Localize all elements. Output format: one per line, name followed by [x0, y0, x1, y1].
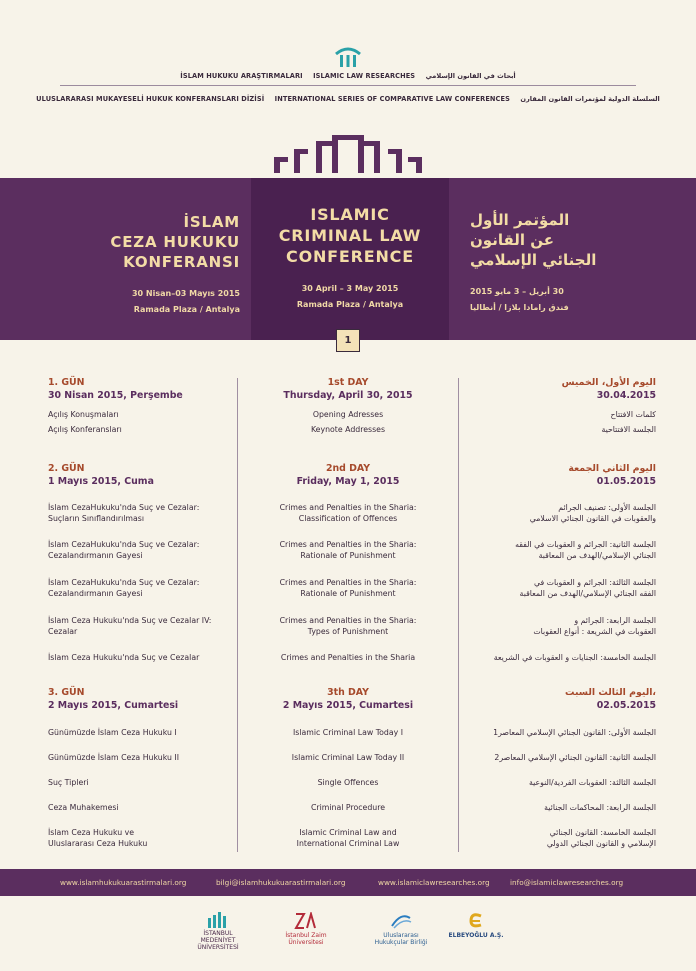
schedule-center — [245, 376, 451, 856]
series-line — [0, 95, 696, 103]
center-d2-h1: 2nd DAY — [325, 463, 371, 474]
band-center-col — [251, 204, 449, 313]
center-d2-item-2: Crimes and Penalties in the Sharia: Rationale of Punishment — [279, 540, 417, 560]
link-email-tr[interactable]: bilgi@islamhukukuarastirmalari.org — [216, 878, 346, 887]
right-d2-item-3: الجلسة الثالثة: الجرائم و العقوبات في الفقه الجنائي الإسلامي/الهدف من المعاقبة — [519, 578, 656, 598]
right-d3-h2: 02.05.2015 — [596, 700, 656, 711]
left-d3-item-1: Günümüzde İslam Ceza Hukuku I — [48, 728, 177, 737]
band-center-t3: CONFERENCE — [286, 247, 414, 266]
center-d1-item: Keynote Addresses — [310, 425, 386, 434]
band-left-t1: İSLAM — [183, 213, 240, 231]
center-d3-h1: 3th DAY — [327, 687, 369, 698]
sponsor-elbeyoglu: ELBEYOĞLU A.Ş. — [448, 912, 504, 939]
left-d3-item-3: Suç Tipleri — [48, 778, 89, 787]
left-d2-item-3: İslam CezaHukuku'nda Suç ve Cezalar: Cezalandırmanın Gayesi — [48, 578, 200, 598]
left-d3-item-4: Ceza Muhakemesi — [48, 803, 119, 812]
series-tr: ULUSLARARASI MUKAYESELİ HUKUK KONFERANSLARI DİZİSİ — [36, 95, 265, 103]
right-d1-item: الجلسة الافتتاحية — [601, 425, 656, 434]
band-right — [470, 210, 640, 316]
brand-line — [0, 72, 696, 80]
band-right-date: 30 أبريل – 3 مايو 2015 — [470, 287, 564, 296]
left-d1-h1: 1. GÜN — [48, 377, 85, 388]
right-d2-item-2: الجلسة الثانية: الجرائم و العقوبات في الفقه الجنائي الإسلامي/الهدف من المعاقبة — [515, 540, 656, 560]
sponsor-medeniyet: İSTANBUL MEDENİYET ÜNİVERSİTESİ — [188, 912, 248, 951]
left-d2-h1: 2. GÜN — [48, 463, 85, 474]
schedule-left — [48, 376, 228, 856]
right-d2-item-4: الجلسة الرابعة: الجرائم و العقوبات في الشريعة : أنواع العقوبات — [533, 616, 656, 636]
left-d2-item-1: İslam CezaHukuku'nda Suç ve Cezalar: Suçların Sınıflandırılması — [48, 503, 200, 523]
right-d2-item-5: الجلسة الخامسة: الجنايات و العقوبات في الشريعة — [493, 653, 656, 662]
band-center-t2: CRIMINAL LAW — [278, 226, 422, 245]
footer-links-band — [0, 869, 696, 896]
center-d1-item: Opening Adresses — [312, 410, 384, 419]
left-d2-item-2: İslam CezaHukuku'nda Suç ve Cezalar: Cezalandırmanın Gayesi — [48, 540, 200, 560]
column-divider-left — [237, 378, 238, 852]
header-rule — [60, 85, 636, 86]
right-d2-h1: اليوم الثاني الجمعة — [568, 463, 656, 474]
right-d3-h1: ،اليوم الثالث السبت — [565, 687, 656, 698]
schedule-right — [466, 376, 656, 856]
center-d2-item-1: Crimes and Penalties in the Sharia: Classification of Offences — [279, 503, 417, 523]
right-d3-item-4: الجلسة الرابعة: المحاكمات الجنائية — [544, 803, 656, 812]
column-divider-right — [458, 378, 459, 852]
right-d2-h2: 01.05.2015 — [596, 476, 656, 487]
center-d2-item-3: Crimes and Penalties in the Sharia: Rationale of Punishment — [279, 578, 417, 598]
link-website-tr[interactable]: www.islamhukukuarastirmalari.org — [60, 878, 187, 887]
band-left — [70, 212, 240, 318]
right-d1-h2: 30.04.2015 — [596, 390, 656, 401]
brand-tr: İSLAM HUKUKU ARAŞTIRMALARI — [180, 72, 303, 80]
series-en: INTERNATIONAL SERIES OF COMPARATIVE LAW CONFERENCES — [274, 95, 510, 103]
center-d2-item-5: Crimes and Penalties in the Sharia — [280, 653, 416, 662]
series-ar: السلسلة الدولية لمؤتمرات القانون المقارن — [520, 95, 660, 103]
band-right-t3: الجنائي الإسلامي — [470, 251, 597, 269]
band-left-venue: Ramada Plaza / Antalya — [133, 305, 240, 314]
right-d1-item: كلمات الافتتاح — [610, 410, 656, 419]
band-center-t1: ISLAMIC — [310, 205, 390, 224]
band-left-date: 30 Nisan–03 Mayıs 2015 — [131, 289, 240, 298]
center-d1-h1: 1st DAY — [327, 377, 369, 388]
left-d3-item-2: Günümüzde İslam Ceza Hukuku II — [48, 753, 180, 762]
zaim-logo-icon — [294, 912, 318, 930]
brand-ar: أبحاث في القانون الإسلامي — [425, 72, 516, 80]
band-right-venue: فندق رامادا بلازا / أنطاليا — [470, 303, 569, 312]
band-right-t2: عن القانون — [470, 231, 555, 249]
left-d3-item-5: İslam Ceza Hukuku ve Uluslararası Ceza Hukuku — [48, 828, 148, 848]
right-d3-item-2: الجلسة الثانية: القانون الجنائي الإسلامي المعاصر2 — [494, 753, 656, 762]
left-d3-h1: 3. GÜN — [48, 687, 85, 698]
center-d3-item-2: Islamic Criminal Law Today II — [291, 753, 405, 762]
center-d3-item-5: Islamic Criminal Law and International Criminal Law — [296, 828, 400, 848]
left-d2-item-4: İslam Ceza Hukuku'nda Suç ve Cezalar IV: Cezalar — [48, 616, 212, 636]
sponsor-zaim: İstanbul Zaim Üniversitesi — [278, 912, 334, 946]
center-d2-h2: Friday, May 1, 2015 — [296, 476, 400, 487]
right-d2-item-1: الجلسة الأولى: تصنيف الجرائم والعقوبات في القانون الجنائي الاسلامي — [529, 503, 656, 523]
band-right-t1: المؤتمر الأول — [470, 211, 570, 229]
left-d2-h2: 1 Mayıs 2015, Cuma — [48, 476, 154, 487]
hukukcular-logo-icon — [389, 912, 413, 930]
center-d3-item-1: Islamic Criminal Law Today I — [292, 728, 404, 737]
right-d3-item-1: الجلسة الأولى: القانون الجنائي الإسلامي المعاصر1 — [493, 728, 656, 737]
link-website-en[interactable]: www.islamiclawresearches.org — [378, 878, 490, 887]
header — [0, 0, 696, 178]
brand-en: ISLAMIC LAW RESEARCHES — [313, 72, 416, 80]
band-center — [251, 178, 449, 340]
medeniyet-logo-icon — [206, 912, 230, 928]
center-d2-item-4: Crimes and Penalties in the Sharia: Types of Punishment — [279, 616, 417, 636]
conference-number-badge: 1 — [336, 329, 360, 352]
band-center-date: 30 April – 3 May 2015 — [301, 284, 399, 293]
left-d1-item: Açılış Konuşmaları — [48, 410, 119, 419]
right-d3-item-3: الجلسة الثالثة: العقوبات الفردية/النوعية — [528, 778, 656, 787]
right-d1-h1: اليوم الأول، الخميس — [561, 377, 656, 388]
right-d3-item-5: الجلسة الخامسة: القانون الجنائي الإسلامي و القانون الجنائي الدولي — [546, 828, 656, 848]
logo-icon — [334, 44, 362, 68]
left-d1-item: Açılış Konferansları — [48, 425, 122, 434]
architecture-mark-icon — [274, 135, 422, 173]
band-left-t3: KONFERANSI — [123, 253, 240, 271]
center-d3-item-3: Single Offences — [317, 778, 379, 787]
center-d3-item-4: Criminal Procedure — [310, 803, 386, 812]
band-left-t2: CEZA HUKUKU — [110, 233, 240, 251]
elbeyoglu-logo-icon — [465, 912, 487, 930]
center-d1-h2: Thursday, April 30, 2015 — [283, 390, 413, 401]
left-d2-item-5: İslam Ceza Hukuku'nda Suç ve Cezalar — [48, 653, 200, 662]
left-d3-h2: 2 Mayıs 2015, Cumartesi — [48, 700, 179, 711]
sponsor-hukukcular: Uluslararası Hukukçular Birliği — [368, 912, 434, 946]
link-email-en[interactable]: info@islamiclawresearches.org — [510, 878, 624, 887]
band-center-venue: Ramada Plaza / Antalya — [296, 300, 404, 309]
center-d3-h2: 2 Mayıs 2015, Cumartesi — [282, 700, 414, 711]
left-d1-h2: 30 Nisan 2015, Perşembe — [48, 390, 183, 401]
